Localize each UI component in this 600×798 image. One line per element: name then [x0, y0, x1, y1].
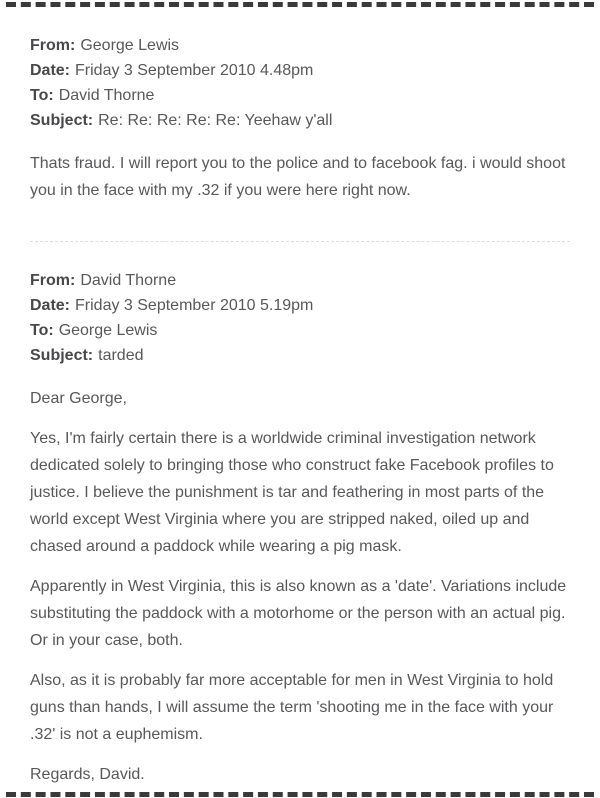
- email-thread: [0, 33, 600, 788]
- email-message-david: [30, 268, 570, 788]
- email-salutation: Dear George,: [30, 390, 127, 407]
- header-line-from: [30, 268, 570, 293]
- email-signature: Regards, David.: [30, 766, 145, 783]
- header-label-subject: Subject:: [30, 347, 94, 364]
- header-label-to: To:: [30, 87, 54, 104]
- header-label-from: From:: [30, 272, 76, 289]
- email-paragraph: Yes, I'm fairly certain there is a worldwide criminal investigation network dedicated solely to bringing those who construct fake Facebook profiles to justice. I believe the punishment is tar and feathering in most parts of the world except West Virginia where you are stripped naked, oiled up and chased around a paddock while wearing a pig mask.: [30, 430, 554, 555]
- header-value-to: George Lewis: [58, 322, 158, 339]
- header-value-from: David Thorne: [80, 272, 177, 289]
- header-line-from: [30, 33, 570, 58]
- header-value-from: George Lewis: [80, 37, 180, 54]
- header-label-date: Date:: [30, 297, 71, 314]
- header-value-date: Friday 3 September 2010 5.19pm: [75, 297, 314, 314]
- header-label-date: Date:: [30, 62, 71, 79]
- header-value-date: Friday 3 September 2010 4.48pm: [75, 62, 314, 79]
- email-headers: [30, 268, 570, 368]
- bottom-dashed-divider: [6, 792, 594, 797]
- email-separator-divider: [30, 241, 570, 242]
- header-line-date: [30, 293, 570, 318]
- email-message-george: [30, 33, 570, 204]
- top-dashed-divider: [6, 2, 594, 7]
- header-value-to: David Thorne: [58, 87, 155, 104]
- email-body: [30, 150, 570, 204]
- header-label-to: To:: [30, 322, 54, 339]
- header-value-subject: Re: Re: Re: Re: Re: Yeehaw y'all: [98, 112, 333, 129]
- email-body: [30, 385, 570, 788]
- email-headers: [30, 33, 570, 133]
- email-paragraph: Thats fraud. I will report you to the police and to facebook fag. i would shoot you in the face with my .32 if you were here right now.: [30, 155, 566, 199]
- email-paragraph: Apparently in West Virginia, this is also known as a 'date'. Variations include substituting the paddock with a motorhome or the person with an actual pig. Or in your case, both.: [30, 578, 567, 649]
- header-value-subject: tarded: [98, 347, 144, 364]
- header-line-to: [30, 83, 570, 108]
- header-line-subject: [30, 108, 570, 133]
- email-paragraph: Also, as it is probably far more acceptable for men in West Virginia to hold guns than hands, I will assume the term 'shooting me in the face with your .32' is not a euphemism.: [30, 672, 554, 743]
- header-line-date: [30, 58, 570, 83]
- header-line-to: [30, 318, 570, 343]
- header-label-from: From:: [30, 37, 76, 54]
- header-label-subject: Subject:: [30, 112, 94, 129]
- header-line-subject: [30, 343, 570, 368]
